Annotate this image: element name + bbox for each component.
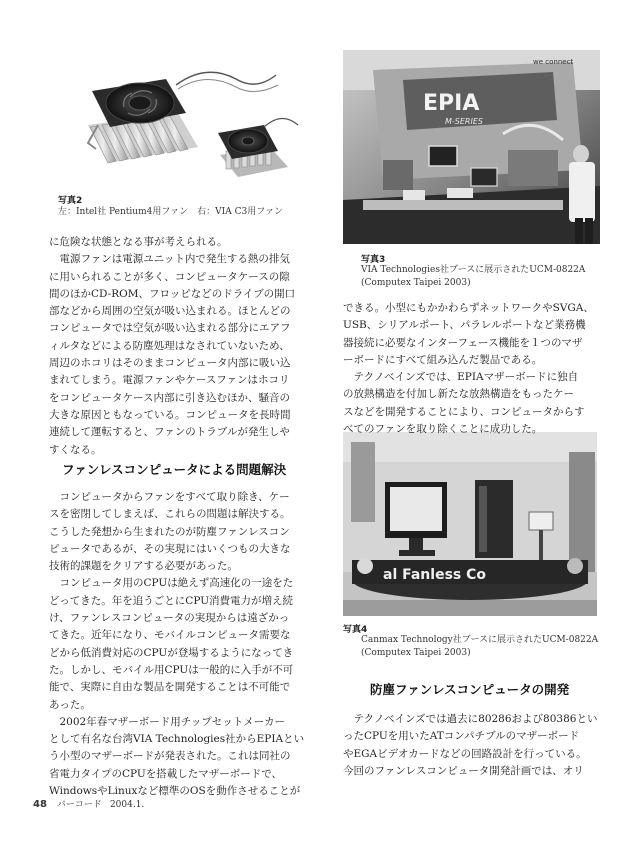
text-line: 今回のファンレスコンピュータ開発計画では、オリ xyxy=(343,764,584,777)
text-line: をコンピュータケース内部に引き込むほか、騒音の xyxy=(49,391,290,404)
text-line: 連続して運転すると、ファンのトラブルが発生しや xyxy=(49,426,290,439)
text-line: 能で、実際に自由な製品を開発することは不可能で xyxy=(49,681,291,694)
m-series-sign: M-SERIES xyxy=(445,117,483,126)
text-line: こうした発想から生まれたのが防塵ファンレスコン xyxy=(49,525,290,538)
text-line: あった。 xyxy=(49,698,91,711)
text-line: 技術的課題をクリアする必要があった。 xyxy=(49,560,238,573)
photo-4-caption-line-1: Canmax Technology社ブースに展示されたUCM-0822A xyxy=(361,635,599,645)
text-line: 省電力タイプのCPUを搭載したマザーボードで、 xyxy=(49,767,283,780)
photo-4-label: 写真4 xyxy=(343,625,368,635)
text-line: すくなる。 xyxy=(49,443,102,456)
left-column-paragraph-2 xyxy=(49,489,304,800)
text-line: できる。小型にもかかわらずネットワークやSVGA、 xyxy=(343,302,594,314)
photo-4-caption-line-2: (Computex Taipei 2003) xyxy=(361,648,471,658)
text-line: として有名な台湾VIA Technologies社からEPIAとい xyxy=(49,733,305,746)
text-line: まれてしまう。電源ファンやケースファンはホコリ xyxy=(49,374,290,387)
page-number: 48 xyxy=(33,799,47,810)
text-line: どから低消費対応のCPUが登場するようになってき xyxy=(49,646,294,659)
photo-3-caption-line-2: (Computex Taipei 2003) xyxy=(361,278,471,288)
left-column-paragraph-1 xyxy=(49,234,295,459)
photo-4-canmax-booth xyxy=(343,432,597,616)
text-line: 器接続に必要なインターフェース機能を１つのマザ xyxy=(343,336,583,349)
photo-3-caption-line-1: VIA Technologies社ブースに展示されたUCM-0822A xyxy=(361,265,586,275)
section-heading-dustproof-development: 防塵ファンレスコンピュータの開発 xyxy=(370,682,570,697)
text-line: 周辺のホコリはそのままコンピュータ内部に吸い込 xyxy=(49,357,291,370)
photo-3-label: 写真3 xyxy=(361,255,386,265)
epia-sign: EPIA xyxy=(423,91,480,116)
text-line: に用いられることが多く、コンピュータケースの隙 xyxy=(49,270,290,283)
text-line: の放熱構造を付加し新たな放熱構造をもったケー xyxy=(343,388,574,401)
text-line: 電源ファンは電源ユニット内で発生する熱の排気 xyxy=(49,253,290,266)
text-line: け、ファンレスコンピュータの実現からは遠ざかっ xyxy=(49,612,290,625)
text-line: う小型のマザーボードが発表された。これは同社の xyxy=(49,750,291,763)
text-line: 間のほかCD-ROM、フロッピなどのドライブの開口 xyxy=(49,287,296,300)
issue-date: 2004.1. xyxy=(109,800,145,810)
text-line: USB、シリアルポート、パラレルポートなど業務機 xyxy=(343,319,586,332)
right-column-paragraph-1 xyxy=(343,300,594,438)
text-line: ったCPUを用いたATコンパチブルのマザーボード xyxy=(343,730,580,743)
text-line: てきた。近年になり、モバイルコンピュータ需要な xyxy=(49,629,291,642)
text-line: 部などから周囲の空気が吸い込まれる。ほとんどの xyxy=(49,305,291,318)
text-line: テクノベインズでは、EPIAマザーボードに独自 xyxy=(343,371,579,384)
fanless-banner: al Fanless Co xyxy=(383,567,487,583)
text-line: どってきた。年を追うごとにCPU消費電力が増え続 xyxy=(49,594,294,607)
text-line: ィルタなどによる防塵処理はなされていないため、 xyxy=(49,339,290,352)
page-footer xyxy=(33,797,144,810)
photo-3-via-booth xyxy=(343,50,600,244)
text-line: コンピュータからファンをすべて取り除き、ケー xyxy=(49,491,290,503)
section-heading-fanless-solution: ファンレスコンピュータによる問題解決 xyxy=(62,462,287,477)
right-column-paragraph-2 xyxy=(343,711,597,780)
photo-2-cpu-fans xyxy=(58,55,330,187)
text-line: コンピュータでは空気が吸い込まれる部分にエアフ xyxy=(49,322,291,335)
text-line: ピュータであるが、その実現にはいくつもの大きな xyxy=(49,542,291,555)
magazine-name: バーコード xyxy=(56,800,102,810)
photo-2-label: 写真2 xyxy=(58,196,83,206)
text-line: 大きな原因ともなっている。コンピュータを長時間 xyxy=(49,408,291,421)
text-line: た。しかし、モバイル用CPUは一般的に入手が不可 xyxy=(49,663,294,676)
text-line: ーボードにすべて組み込んだ製品である。 xyxy=(343,353,543,366)
photo-2-caption: 左：Intel社 Pentium4用ファン 右：VIA C3用ファン xyxy=(58,207,284,217)
text-line: テクノベインズでは過去に80286および80386とい xyxy=(343,713,598,725)
text-line: に危険な状態となる事が考えられる。 xyxy=(49,236,228,248)
text-line: べてのファンを取り除くことに成功した。 xyxy=(343,423,543,436)
text-line: やEGAビデオカードなどの回路設計を行っている。 xyxy=(343,747,587,760)
we-connect-sign: we connect xyxy=(533,58,574,66)
text-line: スを密閉してしまえば、これらの問題は解決する。 xyxy=(49,508,291,521)
text-line: 2002年春マザーボード用チップセットメーカー xyxy=(49,715,285,728)
text-line: コンピュータ用のCPUは絶えず高速化の一途をた xyxy=(49,577,294,590)
text-line: スなどを開発することにより、コンピュータからす xyxy=(343,405,585,418)
text-line: WindowsやLinuxなど標準のOSを動作させることが xyxy=(49,785,301,798)
